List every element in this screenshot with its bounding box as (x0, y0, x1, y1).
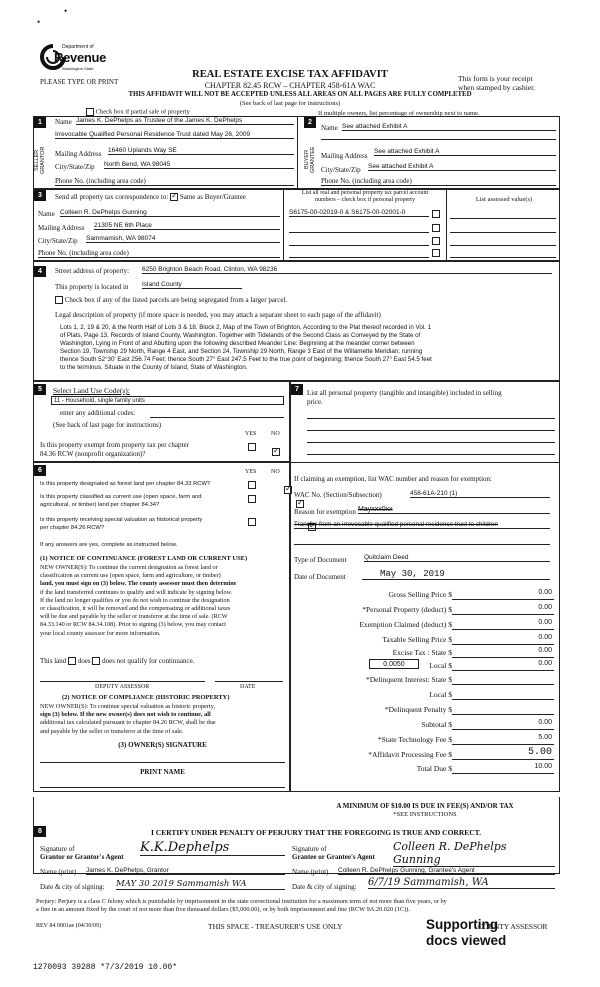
notice-1-title: (1) NOTICE OF CONTINUANCE (FOREST LAND OR CURRENT USE) (40, 555, 248, 562)
legal-line: thence South 52°30' East 256.74 Feet; thence South 27° East 247.5 Feet to the true point of beginning; thence South 27° East 54.5 feet (60, 356, 432, 363)
land-use-select[interactable]: 11 - Household, single family units (51, 396, 284, 405)
excise-state-amount[interactable]: 0.00 (538, 647, 552, 654)
perjury-line-1: Perjury: Perjury is a class C felony which is punishable by imprisonment in the state correctional institution for a maximum term of not more than five years, or by (36, 898, 447, 905)
grantee-date-label: Date & city of signing: (292, 883, 357, 891)
gross-label: Gross Selling Price $ (388, 590, 452, 599)
exempt-no-checkbox[interactable] (272, 448, 280, 456)
receipt-note-2: when stamped by cashier. (458, 83, 536, 92)
partial-sale-row (86, 108, 190, 116)
section-1-number: 1 (34, 117, 46, 128)
excise-state-label: Excise Tax : State $ (392, 648, 452, 657)
parcel-personal-checkbox-1[interactable] (432, 210, 440, 218)
this-land-label: This land (40, 657, 67, 665)
assessed-header: List assessed value(s) (475, 196, 533, 203)
buyer-name-label: Name (321, 124, 338, 132)
parcel-header-1: List all real and personal property tax parcel account (301, 190, 429, 196)
segregated-label: Check box if any of the listed parcels are being segregated from a larger parcel. (64, 296, 288, 304)
exemption-claimed-amount[interactable]: 0.00 (538, 619, 552, 626)
reason-text[interactable]: Transfer from an irrevocable qualified personal residence trust to children (294, 521, 550, 529)
county-assessor-label: COUNTY ASSESSOR (478, 922, 548, 931)
grantor-name-field[interactable]: James K. DePhelps, Grantor (86, 867, 285, 875)
reason-label: Reason for exemption (294, 508, 356, 516)
legal-description (60, 324, 555, 372)
minimum-due-note: A MINIMUM OF $10.00 IS DUE IN FEE(S) AND/OR TAX (336, 802, 514, 810)
subtotal-amount[interactable]: 0.00 (538, 719, 552, 726)
seller-city-field[interactable]: North Bend, WA 98045 (104, 161, 294, 169)
same-as-buyer-label: Same as Buyer/Grantee (179, 193, 246, 201)
grantee-name-field[interactable]: Colleen R. DePhelps Gunning, Grantee's Agent (338, 867, 555, 875)
dept-line3: Washington State (62, 66, 94, 71)
grantee-date-field[interactable]: 6/7/19 Sammamish, WA (368, 877, 555, 889)
form-revision: REV 84 0001ae (04/30/09) (36, 923, 102, 929)
does-not-checkbox[interactable] (92, 657, 100, 665)
notice-line: your local county assessor for more information. (40, 629, 161, 637)
same-as-buyer-checkbox[interactable] (170, 193, 178, 201)
owner-signature-label: (3) OWNER(S) SIGNATURE (118, 741, 207, 749)
section-5-number: 5 (34, 384, 46, 395)
section-4-number: 4 (34, 266, 46, 277)
notice-line: land, you must sign on (3) below. The county assessor must then determine (40, 580, 237, 588)
forest-question: Is this property designated as forest land per chapter 84.33 RCW? (40, 481, 211, 487)
grantor-signature[interactable]: K.K.Dephelps (140, 840, 285, 856)
personal-deduct-amount[interactable]: 0.00 (538, 604, 552, 611)
delinquent-penalty-label: *Delinquent Penalty $ (384, 705, 452, 714)
partial-sale-label: Check box if partial sale of property (95, 108, 190, 116)
notice-line: will be due and payable by the seller or transferor at the time of sale. (RCW (40, 613, 228, 621)
buyer-mailing-field[interactable]: See attached Exhibit A (374, 148, 556, 156)
does-checkbox[interactable] (68, 657, 76, 665)
supporting-docs-stamp (426, 917, 506, 949)
deputy-assessor-label: DEPUTY ASSESSOR (95, 684, 150, 690)
legal-line: Washington, Lying in Front of and Abutting upon the following described Meander Line: Beginning at the meander corner between (60, 340, 415, 347)
section-6-number: 6 (34, 465, 46, 476)
if-yes-note: If any answers are yes, complete as instructed below. (40, 542, 178, 548)
no-header-6: NO (271, 469, 280, 475)
multiple-owners-note: If multiple owners, list percentage of ownership next to name. (318, 110, 480, 117)
deputy-date-label: DATE (240, 684, 256, 690)
yes-header-6: YES (245, 469, 257, 475)
total-due-amount[interactable]: 10.00 (534, 763, 552, 770)
buyer-name-field[interactable]: See attached Exhibit A (342, 123, 556, 131)
historic-yes-checkbox[interactable] (248, 518, 256, 526)
grantor-sig-label-2: Grantor or Grantor's Agent (40, 853, 124, 861)
notice-line: If the land no longer qualifies or you do not wish to continue the designation (40, 596, 230, 604)
corr-mailing-field[interactable]: 21305 NE 6th Place (94, 222, 280, 230)
parcel-personal-checkbox-4[interactable] (432, 249, 440, 257)
stamp-line-2: docs viewed (426, 933, 507, 948)
exemption-claimed-label: Exemption Claimed (deduct) $ (359, 620, 452, 629)
perjury-notice (36, 898, 561, 914)
reason-field[interactable] (358, 506, 550, 514)
taxable-amount[interactable]: 0.00 (538, 634, 552, 641)
excise-local-label: Local $ (429, 661, 452, 670)
notice-2-body (40, 703, 285, 736)
historic-question-2: per chapter 84.26 RCW? (40, 525, 105, 531)
certify-statement: I CERTIFY UNDER PENALTY OF PERJURY THAT THE FOREGOING IS TRUE AND CORRECT. (150, 828, 481, 837)
local-rate-field[interactable]: 0.0050 (369, 659, 419, 669)
subtotal-label: Subtotal $ (421, 720, 452, 729)
taxable-label: Taxable Selling Price $ (382, 635, 452, 644)
exempt-question-1: Is this property exempt from property tax per chapter (40, 441, 189, 449)
type-or-print: PLEASE TYPE OR PRINT (40, 78, 119, 86)
cashier-stamp: 1270093 39288 *7/3/2019 10.00* (33, 963, 178, 972)
segregated-checkbox[interactable] (55, 296, 63, 304)
excise-local-amount[interactable]: 0.00 (538, 660, 552, 667)
exempt-yes-checkbox[interactable] (248, 443, 256, 451)
historic-question-1: Is this property receiving special valuation as historical property (40, 517, 203, 523)
buyer-side-label: BUYER GRANTEE (304, 146, 316, 174)
affidavit-fee-amount[interactable]: 5.00 (527, 747, 552, 758)
doc-type-field[interactable]: Quitclaim Deed (364, 554, 550, 562)
notice-line: NEW OWNER(S): To continue special valuation as historic property, (40, 703, 216, 710)
see-instructions-note: *SEE INSTRUCTIONS (393, 811, 457, 818)
section-8-number: 8 (34, 826, 46, 837)
stamp-line-1: Supporting (426, 917, 498, 932)
gross-amount[interactable]: 0.00 (538, 589, 552, 596)
current-use-question-2: agricultural, or timber) land per chapter 84.34? (40, 502, 160, 508)
buyer-city-label: City/State/Zip (321, 166, 361, 174)
exemption-label: If claiming an exemption, list WAC number and reason for exemption: (294, 475, 492, 483)
buyer-phone-field[interactable]: Phone No. (including area code) (321, 177, 556, 186)
notice-line: sign (3) below. If the new owner(s) does not wish to continue, all (40, 711, 211, 719)
current-use-yes-checkbox[interactable] (248, 495, 256, 503)
segregated-row (55, 296, 287, 304)
tech-fee-amount[interactable]: 5.00 (538, 734, 552, 741)
grantor-date-field[interactable]: MAY 30 2019 Sammamish WA (116, 879, 285, 890)
personal-property-label-2: price. (307, 398, 323, 406)
legal-line: of Plats, Page 13, Records of Island County, Washington. Together with Tidelands of the Second Class as Conveyed by the State of (60, 332, 421, 339)
legal-line: Section 19, Township 29 North, Range 4 East, and Section 24, Township 29 North, Range 3 East of the Willamette Meridian; running (60, 348, 423, 355)
street-field[interactable]: 6250 Brighton Beach Road, Clinton, WA 98236 (142, 266, 552, 274)
section-7-number: 7 (291, 384, 303, 395)
see-back-note: (See back of last page for instructions) (239, 100, 341, 107)
legal-line: to the terminus. Situate in the County of Island, State of Washington. (60, 364, 248, 371)
correspondence-label: Send all property tax correspondence to: (55, 193, 169, 201)
buyer-mailing-label: Mailing Address (321, 152, 368, 160)
print-name-label: PRINT NAME (140, 768, 185, 776)
corr-name-field[interactable]: Colleen R. DePhelps Gunning (60, 209, 280, 217)
notice-1-body (40, 564, 285, 638)
parcel-header-2: numbers – check box if personal property (315, 197, 415, 203)
section-2-number: 2 (304, 117, 316, 128)
grantor-date-label: Date & city of signing: (40, 883, 105, 891)
doc-date-label: Date of Document (294, 573, 346, 581)
see-back-5: (See back of last page for instructions) (53, 421, 162, 429)
seller-name-label: Name (55, 118, 72, 126)
no-header: NO (271, 431, 280, 437)
personal-deduct-label: *Personal Property (deduct) $ (362, 605, 452, 614)
total-due-label: Total Due $ (416, 764, 452, 773)
tech-fee-label: *State Technology Fee $ (377, 735, 452, 744)
notice-line: and payable by the seller or transferor at the time of sale. (40, 727, 184, 735)
delinquent-local-label: Local $ (429, 690, 452, 699)
notice-2-title: (2) NOTICE OF COMPLIANCE (HISTORIC PROPERTY) (62, 694, 230, 701)
county-field[interactable]: Island County (142, 281, 242, 289)
additional-codes-label: enter any additional codes: (60, 409, 136, 417)
grantor-name-label: Name (print) (40, 868, 77, 876)
dept-line1: Department of (62, 44, 94, 50)
scan-mark: • (37, 17, 41, 27)
notice-line: NEW OWNER(S): To continue the current designation as forest land or (40, 564, 218, 571)
treasurer-use-label: THIS SPACE - TREASURER'S USE ONLY (208, 922, 343, 931)
reason-strikeout: Mayxxx0xx (358, 506, 393, 513)
buyer-city-field[interactable]: See attached Exhibit A (368, 163, 556, 171)
corr-name-label: Name (38, 210, 55, 218)
seller-mailing-label: Mailing Address (55, 150, 102, 158)
legal-line: Lots 1, 2, 19 & 20, & the North Half of Lots 3 & 18, Block 2, Map of the Town of Brighton, According to the Plat thereof recorded in Vol. 1 (60, 324, 432, 331)
grantee-sig-label-2: Grantee or Grantee's Agent (292, 853, 375, 861)
section-3-number: 3 (34, 190, 46, 201)
seller-name-field-2[interactable]: Irrevocable Qualified Personal Residence Trust dated May 26, 2009 (55, 131, 294, 139)
seller-name-field[interactable]: James K. DePhelps as Trustee of the James K. DePhelps (76, 117, 294, 125)
does-not-label: does not qualify for continuance. (102, 657, 195, 665)
form-subtitle: CHAPTER 82.45 RCW – CHAPTER 458-61A WAC (204, 81, 376, 90)
delinquent-state-label: *Delinquent Interest: State $ (365, 675, 452, 684)
doc-type-label: Type of Document (294, 556, 347, 564)
receipt-note-1: This form is your receipt (458, 74, 533, 83)
corr-phone-field[interactable]: Phone No. (including area code) (38, 249, 280, 258)
notice-line: classification as current use (open space, farm and agriculture, or timber) (40, 572, 221, 580)
seller-phone-field[interactable]: Phone No. (including area code) (55, 177, 294, 186)
current-use-question-1: Is this property classified as current use (open space, farm and (40, 494, 202, 500)
wac-field[interactable] (410, 490, 550, 498)
wac-value: 458-61A-210 (1) (410, 490, 458, 497)
parcel-personal-checkbox-2[interactable] (432, 224, 440, 232)
corr-city-field[interactable]: Sammamish, WA 98074 (86, 235, 280, 243)
yes-header: YES (245, 431, 257, 437)
land-use-label: Select Land Use Code(s): (53, 386, 130, 395)
corr-city-label: City/State/Zip (38, 237, 78, 245)
located-label: This property is located in (55, 283, 129, 291)
form-warning: THIS AFFIDAVIT WILL NOT BE ACCEPTED UNLESS ALL AREAS ON ALL PAGES ARE FULLY COMPLETED (128, 91, 472, 98)
personal-property-label-1: List all personal property (tangible and intangible) included in selling (307, 389, 502, 397)
street-label: Street address of property: (55, 267, 130, 275)
does-label: does (77, 657, 91, 665)
wac-label: WAC No. (Section/Subsection) (294, 491, 382, 499)
doc-date-field[interactable]: May 30, 2019 (362, 569, 550, 580)
scan-mark: • (64, 6, 68, 16)
partial-sale-checkbox[interactable] (86, 108, 94, 116)
continuance-row (40, 657, 194, 665)
exempt-question-2: 84.36 RCW (nonprofit organization)? (40, 450, 146, 458)
seller-mailing-field[interactable]: 16460 Uplands Way SE (108, 147, 294, 155)
grantee-sig-label-1: Signature of (292, 845, 327, 853)
notice-line: additional tax calculated pursuant to chapter 84.26 RCW, shall be due (40, 719, 216, 727)
seller-city-label: City/State/Zip (55, 163, 95, 171)
dept-logo-word: Revenue (54, 50, 107, 65)
correspondence-row (55, 193, 246, 201)
corr-mailing-label: Mailing Address (38, 224, 85, 232)
parcel-field-1[interactable]: S6175-00-02019-0 & S6175-00-02001-0 (289, 209, 429, 217)
seller-side-label: SELLER GRANTOR (34, 146, 46, 174)
notice-line: if the land transferred continues to qualify and will indicate by signing below. (40, 588, 233, 596)
notice-line: 84.33.140 or RCW 84.34.108). Prior to signing (3) below, you may contact (40, 621, 226, 629)
perjury-line-2: a fine in an amount fixed by the court of not more than five thousand dollars ($5,000.00), or by both imprisonment and fine (RCW 9A.20.020 (1C)). (36, 906, 410, 913)
grantor-sig-label-1: Signature of (40, 845, 75, 853)
notice-line: or classification, it will be removed and the compensating or additional taxes (40, 605, 231, 613)
grantee-signature[interactable]: Colleen R. DePhelps Gunning (393, 840, 555, 867)
affidavit-fee-label: *Affidavit Processing Fee $ (368, 750, 452, 759)
grantee-name-label: Name (print) (292, 868, 329, 876)
revenue-logo (40, 44, 110, 74)
form-title: REAL ESTATE EXCISE TAX AFFIDAVIT (192, 69, 388, 80)
legal-label: Legal description of property (if more space is needed, you may attach a separate sheet to each page of the affidavit) (55, 311, 381, 319)
parcel-personal-checkbox-3[interactable] (432, 237, 440, 245)
forest-yes-checkbox[interactable] (248, 481, 256, 489)
